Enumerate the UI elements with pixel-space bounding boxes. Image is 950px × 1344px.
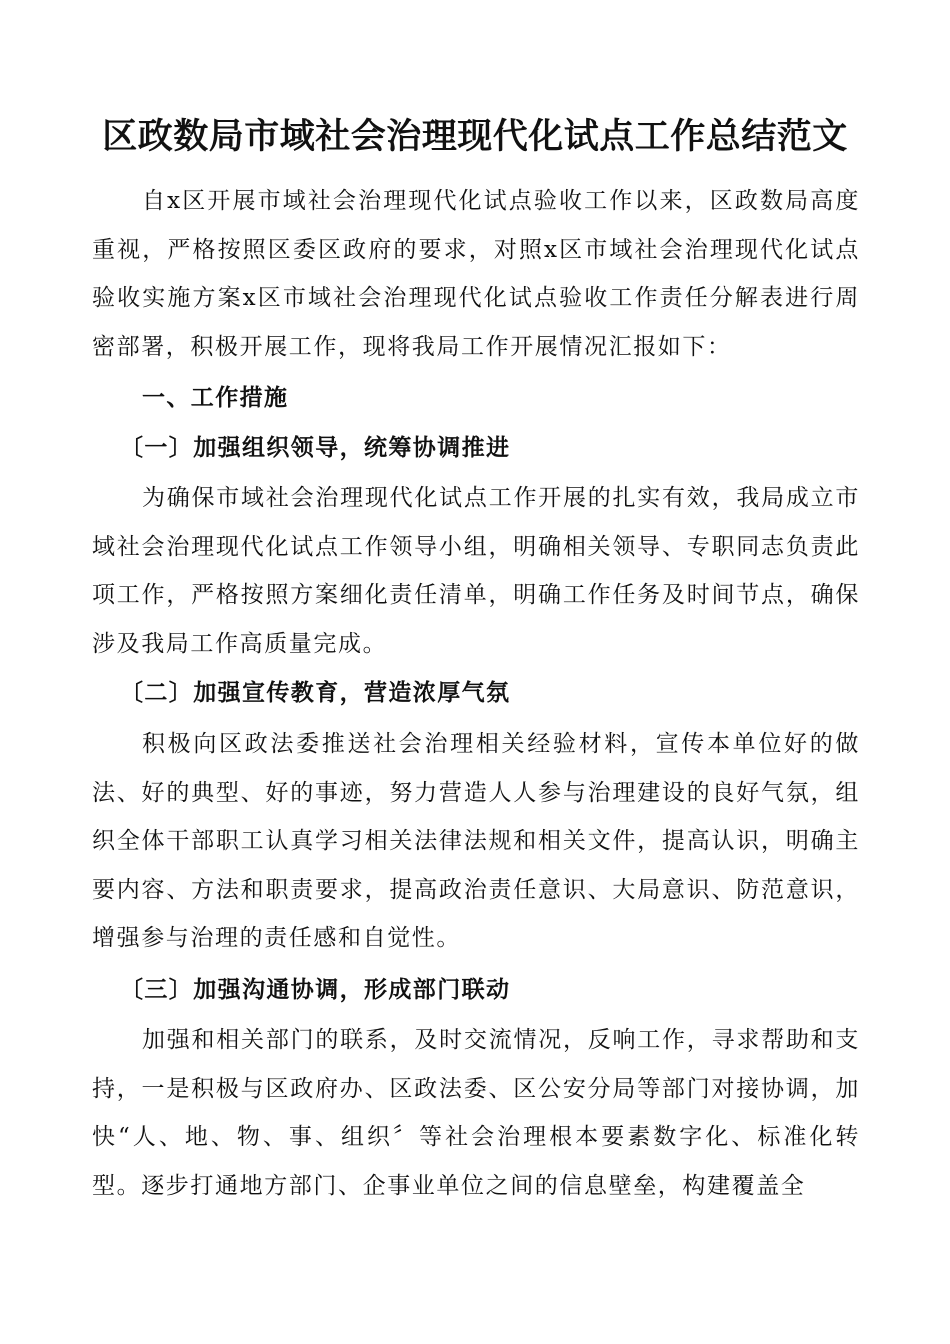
document-title: 区政数局市域社会治理现代化试点工作总结范文 (102, 117, 848, 157)
subsection-3-paragraph: 加强和相关部门的联系，及时交流情况，反响工作，寻求帮助和支持，一是积极与区政府办、区政法委、区公安分局等部门对接协调，加快“人、地、物、事、组织〞等社会治理根本要素数字化、标准化转型。逐步打通地方部门、企事业单位之间的信息壁垒，构建覆盖全 (92, 1027, 860, 1199)
section-heading-measures: 一、工作措施 (142, 385, 289, 411)
subsection-2-paragraph: 积极向区政法委推送社会治理相关经验材料，宣传本单位好的做法、好的典型、好的事迹，努力营造人人参与治理建设的良好气氛，组织全体干部职工认真学习相关法律法规和相关文件，提高认识，明确主要内容、方法和职责要求，提高政治责任意识、大局意识、防范意识，增强参与治理的责任感和自觉性。 (92, 731, 860, 951)
subsection-heading-2: 〔二〕加强宣传教育，营造浓厚气氛 (120, 679, 511, 706)
intro-paragraph: 自x区开展市域社会治理现代化试点验收工作以来，区政数局高度重视，严格按照区委区政府的要求，对照x区市域社会治理现代化试点验收实施方案x区市域社会治理现代化试点验收工作责任分解表进行周密部署，积极开展工作，现将我局工作开展情况汇报如下： (92, 188, 860, 360)
subsection-heading-1: 〔一〕加强组织领导，统筹协调推进 (120, 434, 511, 461)
subsection-heading-3: 〔三〕加强沟通协调，形成部门联动 (120, 976, 511, 1003)
subsection-1-paragraph: 为确保市域社会治理现代化试点工作开展的扎实有效，我局成立市域社会治理现代化试点工作领导小组，明确相关领导、专职同志负责此项工作，严格按照方案细化责任清单，明确工作任务及时间节点，确保涉及我局工作高质量完成。 (92, 485, 860, 657)
